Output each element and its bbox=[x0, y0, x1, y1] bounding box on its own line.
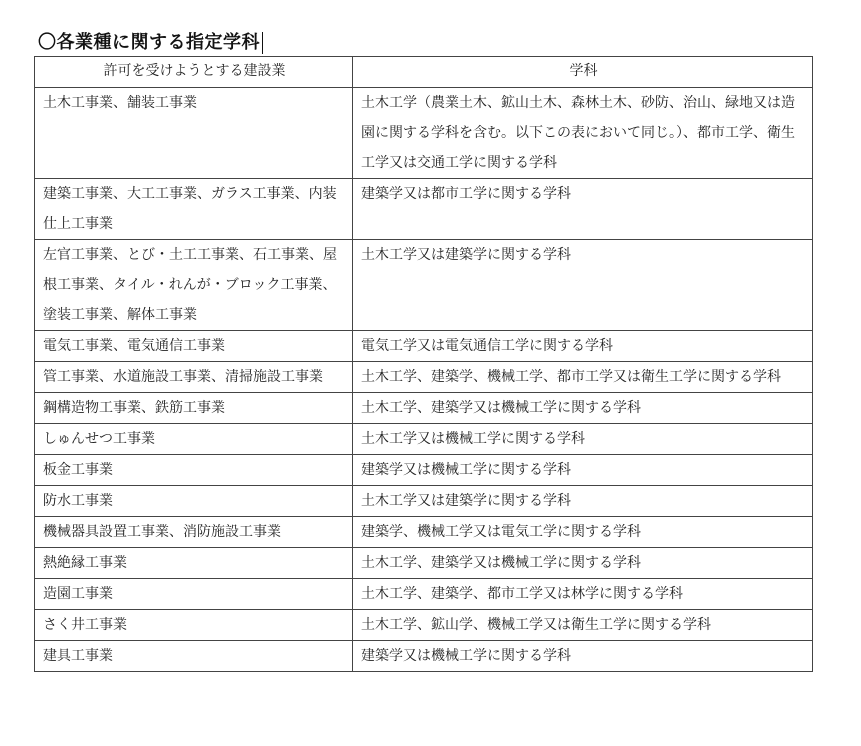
subject-cell: 土木工学、鉱山学、機械工学又は衛生工学に関する学科 bbox=[353, 610, 813, 641]
subject-cell: 土木工学又は建築学に関する学科 bbox=[353, 240, 813, 331]
table-row bbox=[35, 393, 813, 424]
industry-cell: 板金工事業 bbox=[35, 455, 353, 486]
subject-cell: 土木工学又は建築学に関する学科 bbox=[353, 486, 813, 517]
industry-cell: 管工事業、水道施設工事業、清掃施設工事業 bbox=[35, 362, 353, 393]
industry-cell: さく井工事業 bbox=[35, 610, 353, 641]
text-cursor bbox=[262, 32, 263, 54]
column-header-industry: 許可を受けようとする建設業 bbox=[35, 57, 353, 88]
subject-cell: 土木工学、建築学又は機械工学に関する学科 bbox=[353, 393, 813, 424]
designated-subjects-table bbox=[34, 56, 813, 672]
column-header-subject: 学科 bbox=[353, 57, 813, 88]
table-row bbox=[35, 486, 813, 517]
subject-cell: 電気工学又は電気通信工学に関する学科 bbox=[353, 331, 813, 362]
table-row bbox=[35, 517, 813, 548]
table-row bbox=[35, 610, 813, 641]
subject-cell: 建築学又は都市工学に関する学科 bbox=[353, 179, 813, 240]
industry-cell: しゅんせつ工事業 bbox=[35, 424, 353, 455]
subject-cell: 建築学又は機械工学に関する学科 bbox=[353, 455, 813, 486]
subject-cell: 建築学又は機械工学に関する学科 bbox=[353, 641, 813, 672]
subject-cell: 土木工学又は機械工学に関する学科 bbox=[353, 424, 813, 455]
industry-cell: 熱絶縁工事業 bbox=[35, 548, 353, 579]
table-row bbox=[35, 88, 813, 179]
table-row bbox=[35, 548, 813, 579]
table-row bbox=[35, 331, 813, 362]
page-title-text: 〇各業種に関する指定学科 bbox=[38, 32, 260, 53]
table-header-row bbox=[35, 57, 813, 88]
industry-cell: 機械器具設置工事業、消防施設工事業 bbox=[35, 517, 353, 548]
table-row bbox=[35, 455, 813, 486]
industry-cell: 造園工事業 bbox=[35, 579, 353, 610]
table-row bbox=[35, 641, 813, 672]
table-row bbox=[35, 362, 813, 393]
subject-cell: 土木工学、建築学、機械工学、都市工学又は衛生工学に関する学科 bbox=[353, 362, 813, 393]
subject-cell: 土木工学（農業土木、鉱山土木、森林土木、砂防、治山、緑地又は造園に関する学科を含む。以下この表において同じ。）、都市工学、衛生工学又は交通工学に関する学科 bbox=[353, 88, 813, 179]
industry-cell: 鋼構造物工事業、鉄筋工事業 bbox=[35, 393, 353, 424]
industry-cell: 建具工事業 bbox=[35, 641, 353, 672]
industry-cell: 防水工事業 bbox=[35, 486, 353, 517]
table-row bbox=[35, 240, 813, 331]
industry-cell: 土木工事業、舗装工事業 bbox=[35, 88, 353, 179]
page-title bbox=[38, 28, 263, 54]
table-row bbox=[35, 424, 813, 455]
table-row bbox=[35, 579, 813, 610]
industry-cell: 左官工事業、とび・土工工事業、石工事業、屋根工事業、タイル・れんが・ブロック工事業、塗装工事業、解体工事業 bbox=[35, 240, 353, 331]
subject-cell: 土木工学、建築学又は機械工学に関する学科 bbox=[353, 548, 813, 579]
table-row bbox=[35, 179, 813, 240]
subject-cell: 建築学、機械工学又は電気工学に関する学科 bbox=[353, 517, 813, 548]
subject-cell: 土木工学、建築学、都市工学又は林学に関する学科 bbox=[353, 579, 813, 610]
industry-cell: 電気工事業、電気通信工事業 bbox=[35, 331, 353, 362]
industry-cell: 建築工事業、大工工事業、ガラス工事業、内装仕上工事業 bbox=[35, 179, 353, 240]
